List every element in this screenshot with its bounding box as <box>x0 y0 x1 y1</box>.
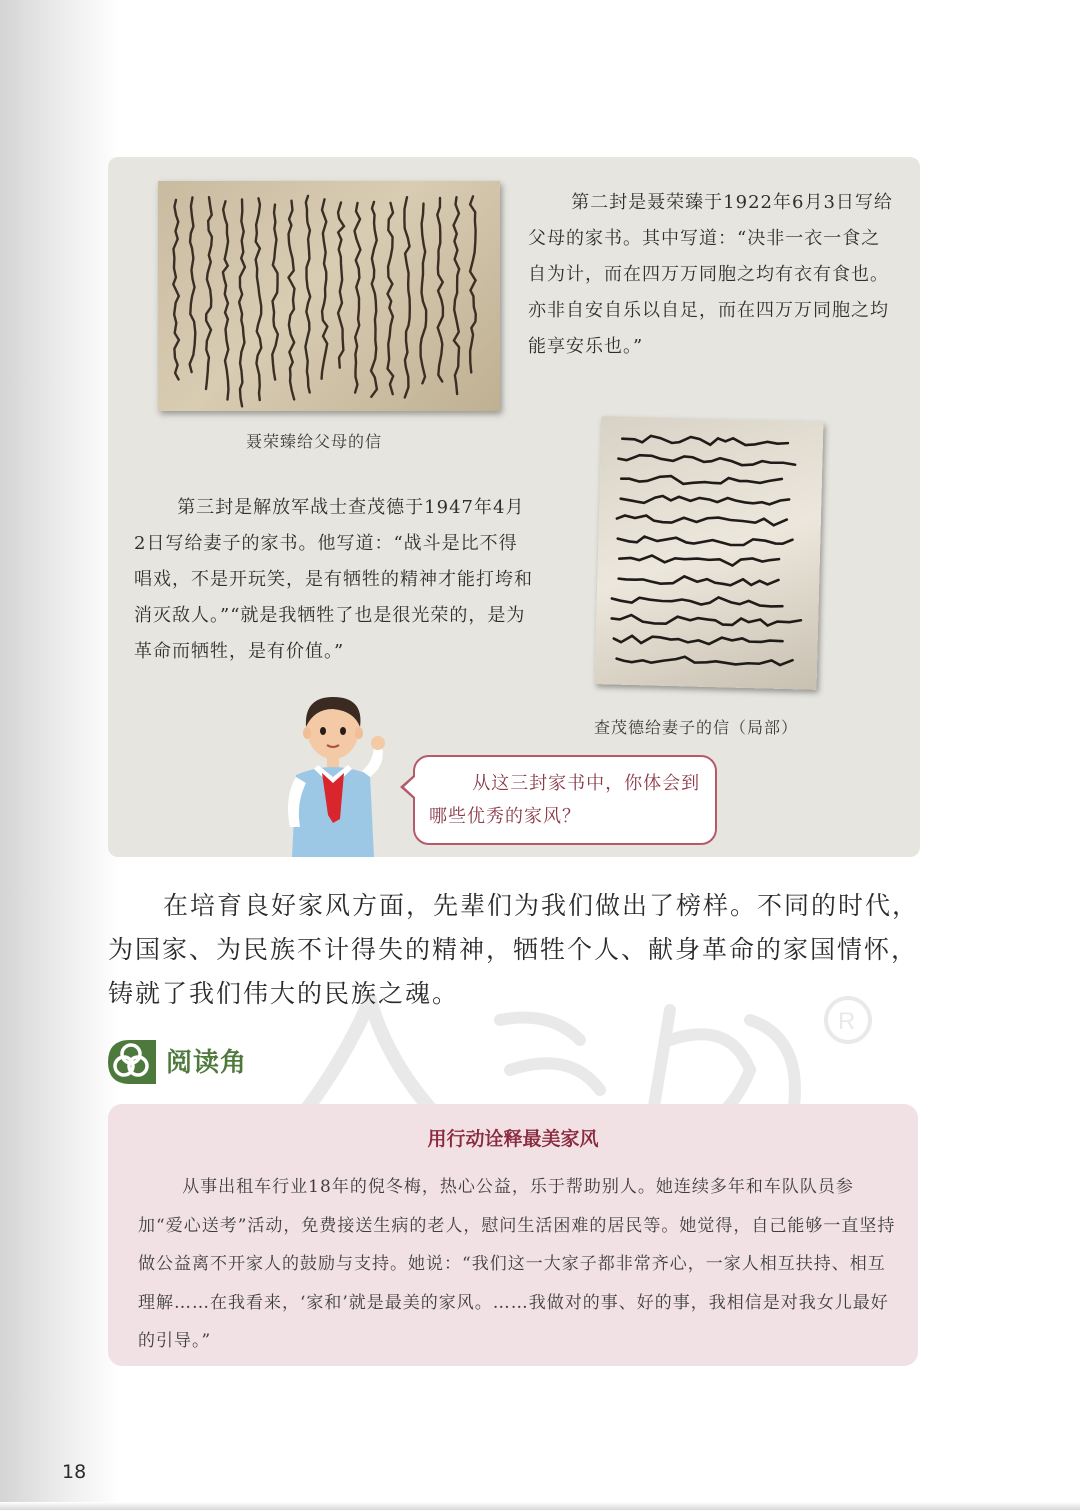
handwriting-stroke <box>454 197 460 394</box>
handwriting-stroke <box>289 201 295 400</box>
handwriting-stroke <box>617 515 787 526</box>
main-paragraph: 在培育良好家风方面，先辈们为我们做出了榜样。不同的时代，为国家、为民族不计得失的精神，牺牲个人、献身革命的家国情怀，铸就了我们伟大的民族之魂。 <box>108 891 920 1008</box>
handwriting-stroke <box>206 197 212 389</box>
reading-box-text: 从事出租车行业18年的倪冬梅，热心公益，乐于帮助别人。她连续多年和车队队员参加“爱心送考”活动，免费接送生病的老人，慰问生活困难的居民等。她觉得，自己能够一直坚持做公益离不开家人的鼓励与支持。她说：“我们这一大家子都非常齐心，一家人相互扶持、相互理解……在我看来，‘家和’就是最美的家风。……我做对的事、好的事，我相信是对我女儿最好的引导。” <box>138 1177 896 1351</box>
handwriting-stroke <box>322 199 328 378</box>
handwriting-stroke <box>173 200 179 380</box>
handwriting-stroke <box>421 204 427 384</box>
handwriting-stroke <box>190 197 196 372</box>
handwriting-stroke <box>612 595 783 607</box>
page-bottom-edge <box>0 1502 1080 1510</box>
student-illustration <box>278 687 388 857</box>
handwriting-stroke <box>619 575 779 587</box>
handwriting-stroke <box>614 635 783 647</box>
handwriting-stroke <box>305 196 310 393</box>
second-letter-paragraph: 第二封是聂荣臻于1922年6月3日写给父母的家书。其中写道：“决非一衣一食之自为计，而在四万万同胞之均有衣有食也。亦非自安自乐以自足，而在四万万同胞之均能享安乐也。” <box>528 192 893 357</box>
handwriting-stroke <box>388 203 394 394</box>
third-letter-paragraph: 第三封是解放军战士查茂德于1947年4月2日写给妻子的家书。他写道：“战斗是比不得唱戏，不是开玩笑，是有牺牲的精神才能打垮和消灭敌人。”“就是我牺牲了也是很光荣的，是为革命而牺牲，是有价值。” <box>134 497 533 662</box>
handwriting-stroke <box>404 197 409 397</box>
handwriting-stroke <box>612 614 801 627</box>
page-gutter-shadow <box>0 0 120 1510</box>
nie-rongzhen-letter-image <box>158 181 500 411</box>
handwriting-stroke <box>272 205 278 380</box>
handwriting-stroke <box>621 475 782 487</box>
speech-bubble <box>413 755 717 845</box>
page-number: 18 <box>62 1461 87 1483</box>
reading-box-title: 用行动诠释最美家风 <box>427 1128 599 1150</box>
speech-bubble-text: 从这三封家书中，你体会到哪些优秀的家风？ <box>429 773 701 827</box>
speech-bubble-tail-fill <box>404 775 417 799</box>
reading-corner-title: 阅读角 <box>166 1048 248 1078</box>
handwriting-stroke <box>618 535 793 547</box>
handwriting-stroke <box>618 455 795 467</box>
handwriting-stroke <box>622 435 788 447</box>
handwriting-stroke <box>239 199 245 406</box>
family-letters-box <box>108 157 920 857</box>
handwriting-stroke <box>470 196 476 372</box>
reading-corner-icon <box>108 1040 156 1084</box>
letter1-caption: 聂荣臻给父母的信 <box>246 432 383 451</box>
handwriting-stroke <box>617 655 793 666</box>
letter2-caption: 查茂德给妻子的信（局部） <box>594 718 799 737</box>
handwriting-stroke <box>256 198 262 400</box>
handwriting-stroke <box>355 203 361 393</box>
handwriting-stroke <box>437 198 443 382</box>
handwriting-stroke <box>371 202 377 397</box>
handwriting-stroke <box>621 495 790 507</box>
zha-maode-letter-image <box>595 416 824 690</box>
reading-corner-box <box>108 1104 918 1366</box>
svg-text:R: R <box>838 1008 856 1035</box>
handwriting-stroke <box>338 202 344 367</box>
handwriting-stroke <box>619 555 779 567</box>
handwriting-stroke <box>223 201 229 399</box>
